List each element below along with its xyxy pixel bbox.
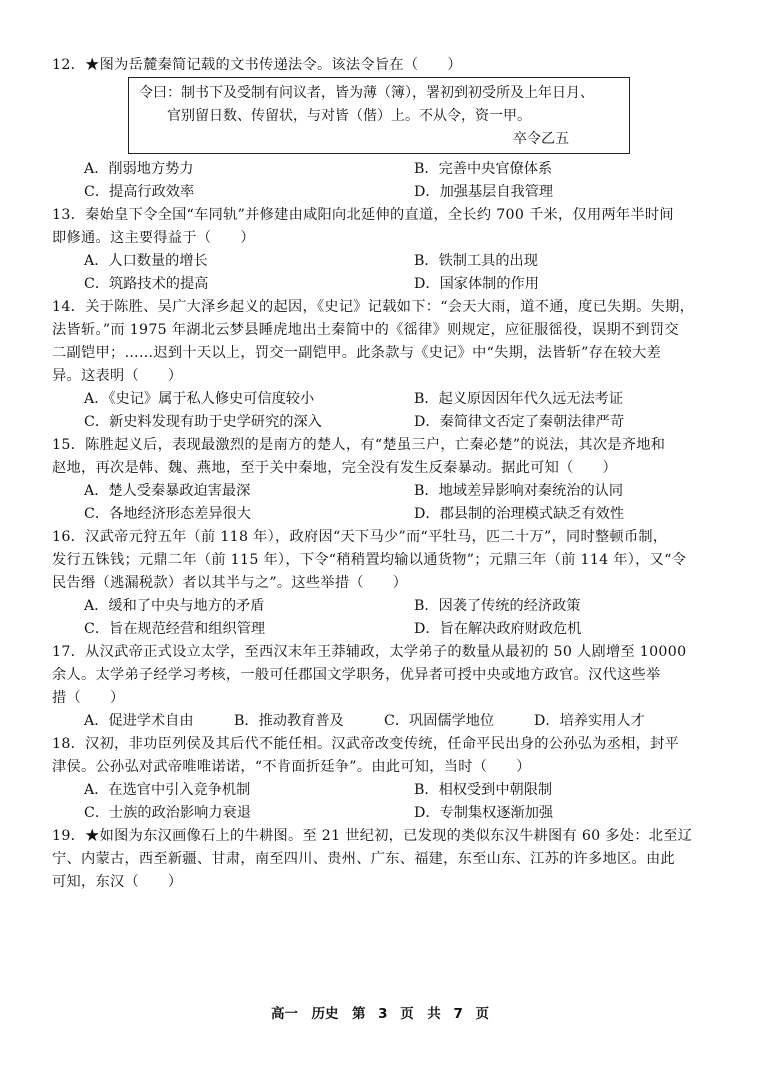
option-a[interactable]: A．缓和了中央与地方的矛盾 xyxy=(84,598,265,614)
question-17-line: 余人。太学弟子经学习考核，一般可任郡国文学职务，优异者可授中央或地方政官。汉代这些举 xyxy=(52,667,661,683)
option-a[interactable]: A．削弱地方势力 xyxy=(84,161,194,177)
question-17-line: 17．从汉武帝正式设立太学，至西汉末年王莽辅政，太学弟子的数量从最初的 50 人剧增至 10000 xyxy=(52,644,687,660)
question-19-line: 宁、内蒙古，西至新疆、甘肃，南至四川、贵州、广东、福建，东至山东、江苏的许多地区。由此 xyxy=(52,851,675,867)
question-16-line: 发行五铢钱；元鼎二年（前 115 年），下令“稍稍置均输以通货物”；元鼎三年（前 114 年），又“令 xyxy=(52,552,687,568)
question-15-options xyxy=(84,480,724,526)
question-12-options xyxy=(84,158,724,204)
option-b[interactable]: B．起义原因因年代久远无法考证 xyxy=(414,391,624,407)
option-a[interactable]: A．促进学术自由 xyxy=(84,713,194,729)
question-15 xyxy=(52,434,722,480)
option-a[interactable]: A．人口数量的增长 xyxy=(84,253,208,269)
option-a[interactable]: A．《史记》属于私人修史可信度较小 xyxy=(84,391,315,407)
option-d[interactable]: D．旨在解决政府财政危机 xyxy=(414,621,582,637)
question-16-options xyxy=(84,595,724,641)
quote-line: 令曰：制书下及受制有问议者，皆为薄（簿），署初到初受所及上年日月、 xyxy=(139,85,594,101)
question-14-line: 异。这表明（ ） xyxy=(52,368,183,384)
option-b[interactable]: B．地域差异影响对秦统治的认同 xyxy=(414,483,624,499)
question-13-options xyxy=(84,250,724,296)
question-14-line: 法皆斩。”而 1975 年湖北云梦县睡虎地出土秦简中的《徭律》则规定，应征服徭役，误期不到罚交 xyxy=(52,322,679,338)
page-footer: 高一 历史 第 3 页 共 7 页 xyxy=(270,1006,490,1022)
option-d[interactable]: D．秦简律文否定了秦朝法律严苛 xyxy=(414,414,625,430)
question-14-line: 14．关于陈胜、吴广大泽乡起义的起因，《史记》记载如下：“会天大雨，道不通，度已失期。失期， xyxy=(52,299,695,315)
option-b[interactable]: B．因袭了传统的经济政策 xyxy=(414,598,581,614)
option-c[interactable]: C．士族的政治影响力衰退 xyxy=(84,805,251,821)
question-12-stem: 12．★图为岳麓秦简记载的文书传递法令。该法令旨在（ ） xyxy=(52,57,462,73)
question-17-line: 措（ ） xyxy=(52,690,125,706)
question-15-line: 15．陈胜起义后，表现最激烈的是南方的楚人，有“楚虽三户，亡秦必楚”的说法，其次是齐地和 xyxy=(52,437,666,453)
question-14 xyxy=(52,296,722,388)
option-c[interactable]: C．新史料发现有助于史学研究的深入 xyxy=(84,414,322,430)
question-13 xyxy=(52,204,722,250)
option-c[interactable]: C．巩固儒学地位 xyxy=(384,713,495,729)
question-16-line: 16．汉武帝元狩五年（前 118 年），政府因“天下马少”而“平牡马，匹二十万”，同时整顿币制， xyxy=(52,529,668,545)
option-d[interactable]: D．国家体制的作用 xyxy=(414,276,539,292)
question-14-line: 二副铠甲；……迟到十天以上，罚交一副铠甲。此条款与《史记》中“失期，法皆斩”存在较大差 xyxy=(52,345,662,361)
question-19-line: 可知，东汉（ ） xyxy=(52,874,183,890)
question-18-options xyxy=(84,779,724,825)
quote-box xyxy=(128,77,630,154)
option-b[interactable]: B．铁制工具的出现 xyxy=(414,253,538,269)
question-17-options xyxy=(84,710,724,733)
question-18-line: 18．汉初，非功臣列侯及其后代不能任相。汉武帝改变传统，任命平民出身的公孙弘为丞相，封平 xyxy=(52,736,680,752)
question-19 xyxy=(52,825,722,894)
question-13-line: 13．秦始皇下令全国“车同轨”并修建由咸阳向北延伸的直道，全长约 700 千米，仅用两年半时间 xyxy=(52,207,674,223)
option-c[interactable]: C．各地经济形态差异很大 xyxy=(84,506,251,522)
question-16-line: 民告缗（逃漏税款）者以其半与之”。这些举措（ ） xyxy=(52,575,408,591)
question-19-line: 19．★如图为东汉画像石上的牛耕图。至 21 世纪初，已发现的类似东汉牛耕图有 60 多处：北至辽 xyxy=(52,828,693,844)
question-14-options xyxy=(84,388,724,434)
option-d[interactable]: D．加强基层自我管理 xyxy=(414,184,554,200)
option-b[interactable]: B．完善中央官僚体系 xyxy=(414,161,553,177)
option-d[interactable]: D．郡县制的治理模式缺乏有效性 xyxy=(414,506,625,522)
option-b[interactable]: B．推动教育普及 xyxy=(234,713,344,729)
quote-line: 官别留日数、传留状，与对皆（偕）上。不从令，资一甲。 xyxy=(167,108,531,124)
option-a[interactable]: A．楚人受秦暴政迫害最深 xyxy=(84,483,251,499)
question-18 xyxy=(52,733,722,779)
option-d[interactable]: D．专制集权逐渐加强 xyxy=(414,805,554,821)
question-17 xyxy=(52,641,722,710)
question-18-line: 津侯。公孙弘对武帝唯唯诺诺，“不肯面折廷争”。由此可知，当时（ ） xyxy=(52,759,531,775)
option-b[interactable]: B．相权受到中朝限制 xyxy=(414,782,553,798)
question-13-line: 即修通。这主要得益于（ ） xyxy=(52,230,255,246)
option-c[interactable]: C．旨在规范经营和组织管理 xyxy=(84,621,266,637)
question-12 xyxy=(52,54,722,77)
quote-signature: 卒令乙五 xyxy=(513,131,569,147)
option-a[interactable]: A．在选官中引入竞争机制 xyxy=(84,782,251,798)
option-c[interactable]: C．提高行政效率 xyxy=(84,184,195,200)
question-15-line: 赵地，再次是韩、魏、燕地，至于关中秦地，完全没有发生反秦暴动。据此可知（ ） xyxy=(52,460,618,476)
option-d[interactable]: D．培养实用人才 xyxy=(534,713,645,729)
option-c[interactable]: C．筑路技术的提高 xyxy=(84,276,209,292)
question-16 xyxy=(52,526,722,595)
